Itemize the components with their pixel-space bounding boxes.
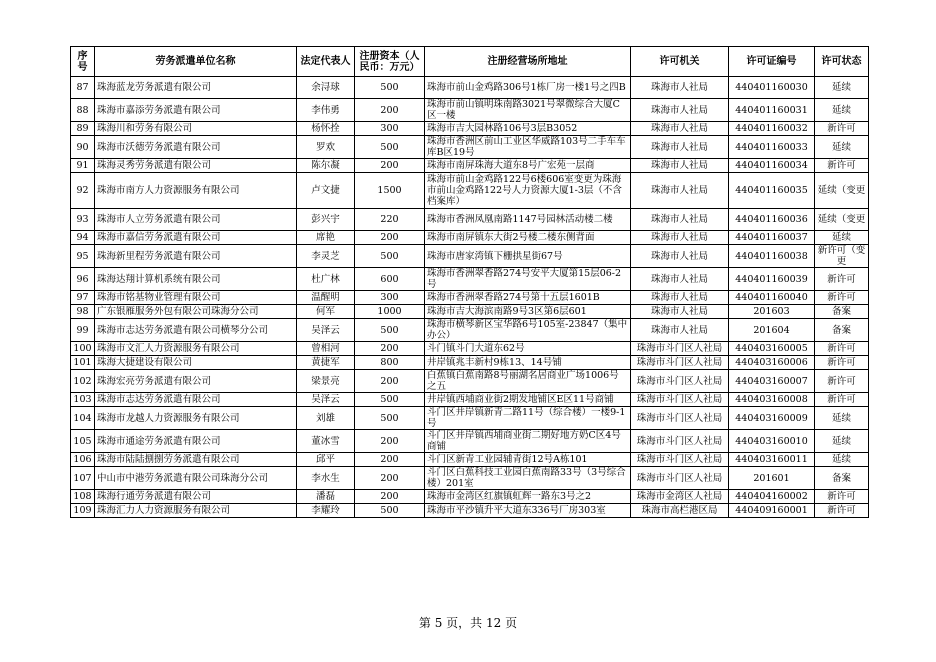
- table-row: [71, 268, 869, 291]
- col-status: 新许可: [815, 393, 869, 407]
- col-company-name: 珠海市南方人力资源服务有限公司: [95, 173, 297, 209]
- col-authority: 珠海市斗门区人社局: [631, 356, 729, 370]
- col-capital: 1000: [355, 305, 425, 319]
- col-status: 延续: [815, 407, 869, 430]
- col-company-name: 中山市中港劳务派遣有限公司珠海分公司: [95, 467, 297, 490]
- col-status: 延续: [815, 430, 869, 453]
- col-index: 87: [71, 77, 95, 99]
- col-address: 珠海市前山镇明珠南路3021号翠微综合大厦C区一楼: [425, 99, 631, 122]
- col-index-header: 序号: [71, 47, 95, 77]
- col-index: 103: [71, 393, 95, 407]
- col-address: 珠海市吉大海滨南路9号3区第6层601: [425, 305, 631, 319]
- col-index: 108: [71, 490, 95, 504]
- col-index: 92: [71, 173, 95, 209]
- col-status: 新许可: [815, 268, 869, 291]
- col-permit-number: 440401160039: [729, 268, 815, 291]
- col-permit-number: 440403160011: [729, 453, 815, 467]
- col-index: 98: [71, 305, 95, 319]
- col-capital: 200: [355, 342, 425, 356]
- col-legal-rep-header: 法定代表人: [297, 47, 355, 77]
- col-status: 新许可: [815, 291, 869, 305]
- col-legal-rep: 梁景亮: [297, 370, 355, 393]
- col-index: 88: [71, 99, 95, 122]
- col-company-name: 珠海市志达劳务派遣有限公司横琴分公司: [95, 319, 297, 342]
- col-capital: 300: [355, 291, 425, 305]
- col-legal-rep: 李耀玲: [297, 504, 355, 518]
- col-authority: 珠海市斗门区人社局: [631, 467, 729, 490]
- table-row: [71, 319, 869, 342]
- col-index: 109: [71, 504, 95, 518]
- col-authority: 珠海市人社局: [631, 209, 729, 231]
- table-row: [71, 490, 869, 504]
- col-legal-rep: 杜广林: [297, 268, 355, 291]
- col-authority: 珠海市人社局: [631, 136, 729, 159]
- col-capital: 200: [355, 467, 425, 490]
- col-permit-number: 440404160002: [729, 490, 815, 504]
- col-permit-number: 201604: [729, 319, 815, 342]
- col-company-name: 珠海市沃德劳务派遣有限公司: [95, 136, 297, 159]
- col-permit-number: 440403160006: [729, 356, 815, 370]
- table-row: [71, 453, 869, 467]
- table-row: [71, 209, 869, 231]
- col-capital: 500: [355, 245, 425, 268]
- col-index: 101: [71, 356, 95, 370]
- col-capital: 500: [355, 136, 425, 159]
- col-company-name: 珠海市铭基物业管理有限公司: [95, 291, 297, 305]
- table-row: [71, 504, 869, 518]
- col-status: 延续（变更: [815, 173, 869, 209]
- col-capital: 500: [355, 407, 425, 430]
- col-status: 新许可: [815, 159, 869, 173]
- col-index: 100: [71, 342, 95, 356]
- table-row: [71, 136, 869, 159]
- col-authority: 珠海市斗门区人社局: [631, 370, 729, 393]
- col-capital: 200: [355, 430, 425, 453]
- col-legal-rep: 潘磊: [297, 490, 355, 504]
- col-address: 斗门镇斗门大道东62号: [425, 342, 631, 356]
- col-address: 珠海市平沙镇升平大道东336号厂房303室: [425, 504, 631, 518]
- col-address-header: 注册经营场所地址: [425, 47, 631, 77]
- col-status: 延续: [815, 99, 869, 122]
- col-company-name: 珠海市嘉信劳务派遣有限公司: [95, 231, 297, 245]
- col-address: 珠海市南屏镇东大街2号楼二楼东侧背面: [425, 231, 631, 245]
- col-company-name: 珠海蓝龙劳务派遣有限公司: [95, 77, 297, 99]
- col-permit-number: 440401160034: [729, 159, 815, 173]
- col-authority: 珠海市高栏港区局: [631, 504, 729, 518]
- col-legal-rep: 董冰雪: [297, 430, 355, 453]
- col-legal-rep: 卢文捷: [297, 173, 355, 209]
- col-status: 延续: [815, 136, 869, 159]
- col-index: 105: [71, 430, 95, 453]
- col-permit-number: 440401160030: [729, 77, 815, 99]
- col-address: 斗门区井岸镇西埔商业街二期好地方奶C区4号商铺: [425, 430, 631, 453]
- col-index: 90: [71, 136, 95, 159]
- col-index: 93: [71, 209, 95, 231]
- col-status: 新许可（变更: [815, 245, 869, 268]
- col-legal-rep: 邱平: [297, 453, 355, 467]
- col-authority: 珠海市人社局: [631, 305, 729, 319]
- col-index: 89: [71, 122, 95, 136]
- col-permit-number: 201603: [729, 305, 815, 319]
- col-address: 珠海市唐家湾镇下栅拱星街67号: [425, 245, 631, 268]
- col-capital: 800: [355, 356, 425, 370]
- col-index: 107: [71, 467, 95, 490]
- col-company-name: 珠海宏亮劳务派遣有限公司: [95, 370, 297, 393]
- col-authority: 珠海市人社局: [631, 159, 729, 173]
- table-row: [71, 356, 869, 370]
- col-capital: 220: [355, 209, 425, 231]
- table-row: [71, 122, 869, 136]
- col-address: 珠海市香洲区前山工业区华威路103号二手车车库B区19号: [425, 136, 631, 159]
- col-legal-rep: 李伟勇: [297, 99, 355, 122]
- col-legal-rep: 曾相河: [297, 342, 355, 356]
- col-capital: 500: [355, 77, 425, 99]
- col-permit-number: 440403160008: [729, 393, 815, 407]
- col-permit-number-header: 许可证编号: [729, 47, 815, 77]
- table-row: [71, 342, 869, 356]
- col-company-name: 珠海行通劳务派遣有限公司: [95, 490, 297, 504]
- col-permit-number: 201601: [729, 467, 815, 490]
- col-address: 珠海市金湾区红旗镇虹辉一路东3号之2: [425, 490, 631, 504]
- col-capital: 200: [355, 159, 425, 173]
- col-permit-number: 440409160001: [729, 504, 815, 518]
- col-status-header: 许可状态: [815, 47, 869, 77]
- col-address: 珠海市南屏珠海大道东8号广宏苑一层商: [425, 159, 631, 173]
- col-company-name: 珠海达翔计算机系统有限公司: [95, 268, 297, 291]
- table-row: [71, 407, 869, 430]
- col-permit-number: 440401160031: [729, 99, 815, 122]
- col-capital: 200: [355, 453, 425, 467]
- table-row: [71, 393, 869, 407]
- col-status: 新许可: [815, 342, 869, 356]
- col-capital: 1500: [355, 173, 425, 209]
- col-status: 新许可: [815, 122, 869, 136]
- col-address: 井岸镇兆丰新村9栋13、14号铺: [425, 356, 631, 370]
- col-authority: 珠海市斗门区人社局: [631, 407, 729, 430]
- col-company-name: 珠海新里程劳务派遣有限公司: [95, 245, 297, 268]
- col-capital: 200: [355, 490, 425, 504]
- col-status: 延续: [815, 77, 869, 99]
- col-legal-rep: 李灵芝: [297, 245, 355, 268]
- col-legal-rep: 罗欢: [297, 136, 355, 159]
- col-status: 备案: [815, 305, 869, 319]
- col-permit-number: 440401160035: [729, 173, 815, 209]
- col-index: 96: [71, 268, 95, 291]
- col-authority: 珠海市人社局: [631, 268, 729, 291]
- col-status: 新许可: [815, 504, 869, 518]
- col-address: 珠海市香洲凤凰南路1147号园林活动楼二楼: [425, 209, 631, 231]
- col-authority: 珠海市人社局: [631, 99, 729, 122]
- col-permit-number: 440403160005: [729, 342, 815, 356]
- col-authority: 珠海市斗门区人社局: [631, 393, 729, 407]
- col-permit-number: 440401160040: [729, 291, 815, 305]
- col-authority: 珠海市斗门区人社局: [631, 430, 729, 453]
- col-legal-rep: 杨怀拴: [297, 122, 355, 136]
- col-capital-header: 注册资本（人民币：万元）: [355, 47, 425, 77]
- col-company-name: 珠海市志达劳务派遣有限公司: [95, 393, 297, 407]
- col-index: 95: [71, 245, 95, 268]
- col-status: 新许可: [815, 370, 869, 393]
- col-address: 珠海市前山金鸡路306号1栋厂房一楼1号之四B: [425, 77, 631, 99]
- col-permit-number: 440401160038: [729, 245, 815, 268]
- col-address: 斗门区井岸镇新青二路11号（综合楼）一楼9-1号: [425, 407, 631, 430]
- col-capital: 500: [355, 393, 425, 407]
- col-index: 104: [71, 407, 95, 430]
- col-legal-rep: 陈尔凝: [297, 159, 355, 173]
- permit-table: [70, 46, 869, 518]
- col-legal-rep: 余浔球: [297, 77, 355, 99]
- col-index: 106: [71, 453, 95, 467]
- col-legal-rep: 李水生: [297, 467, 355, 490]
- col-authority: 珠海市人社局: [631, 319, 729, 342]
- table-row: [71, 99, 869, 122]
- col-index: 102: [71, 370, 95, 393]
- col-index: 99: [71, 319, 95, 342]
- col-company-name: 珠海汇力人力资源服务有限公司: [95, 504, 297, 518]
- col-status: 备案: [815, 467, 869, 490]
- col-legal-rep: 席艳: [297, 231, 355, 245]
- table-row: [71, 159, 869, 173]
- table-row: [71, 370, 869, 393]
- col-company-name-header: 劳务派遣单位名称: [95, 47, 297, 77]
- col-authority: 珠海市人社局: [631, 122, 729, 136]
- col-authority: 珠海市金湾区人社局: [631, 490, 729, 504]
- col-company-name: 珠海市陆陆捌捌劳务派遣有限公司: [95, 453, 297, 467]
- col-company-name: 珠海灵秀劳务派遣有限公司: [95, 159, 297, 173]
- col-permit-number: 440403160007: [729, 370, 815, 393]
- col-index: 97: [71, 291, 95, 305]
- table-row: [71, 231, 869, 245]
- col-capital: 200: [355, 99, 425, 122]
- col-permit-number: 440403160009: [729, 407, 815, 430]
- table-row: [71, 467, 869, 490]
- col-legal-rep: 何军: [297, 305, 355, 319]
- table-row: [71, 245, 869, 268]
- col-company-name: 广东银雁服务外包有限公司珠海分公司: [95, 305, 297, 319]
- col-company-name: 珠海市嘉添劳务派遣有限公司: [95, 99, 297, 122]
- col-authority: 珠海市人社局: [631, 77, 729, 99]
- col-capital: 500: [355, 504, 425, 518]
- col-company-name: 珠海市文汇人力资源服务有限公司: [95, 342, 297, 356]
- col-address: 白蕉镇白蕉南路8号丽湖名居商业广场1006号之五: [425, 370, 631, 393]
- col-capital: 600: [355, 268, 425, 291]
- col-authority: 珠海市人社局: [631, 245, 729, 268]
- col-capital: 300: [355, 122, 425, 136]
- col-authority: 珠海市人社局: [631, 231, 729, 245]
- col-authority: 珠海市斗门区人社局: [631, 453, 729, 467]
- table-row: [71, 173, 869, 209]
- col-status: 新许可: [815, 356, 869, 370]
- col-authority: 珠海市斗门区人社局: [631, 342, 729, 356]
- col-company-name: 珠海市龙越人力资源服务有限公司: [95, 407, 297, 430]
- col-permit-number: 440401160037: [729, 231, 815, 245]
- table-row: [71, 430, 869, 453]
- col-capital: 500: [355, 319, 425, 342]
- col-index: 94: [71, 231, 95, 245]
- col-status: 新许可: [815, 490, 869, 504]
- col-authority-header: 许可机关: [631, 47, 729, 77]
- col-permit-number: 440401160033: [729, 136, 815, 159]
- col-address: 珠海市香洲翠香路274号第十五层1601B: [425, 291, 631, 305]
- col-company-name: 珠海川和劳务有限公司: [95, 122, 297, 136]
- col-address: 斗门区白蕉科技工业园白蕉南路33号（3号综合楼）201室: [425, 467, 631, 490]
- col-company-name: 珠海市通途劳务派遣有限公司: [95, 430, 297, 453]
- col-company-name: 珠海大捷建设有限公司: [95, 356, 297, 370]
- page-footer: 第 5 页，共 12 页: [418, 616, 518, 630]
- col-address: 珠海市香洲翠香路274号安平大厦第15层06-2号: [425, 268, 631, 291]
- table-row: [71, 77, 869, 99]
- col-status: 延续: [815, 231, 869, 245]
- col-address: 珠海市前山金鸡路122号6楼606室变更为珠海市前山金鸡路122号人力资源大厦1-3层（不含档案库）: [425, 173, 631, 209]
- col-legal-rep: 彭兴宇: [297, 209, 355, 231]
- col-legal-rep: 温醒明: [297, 291, 355, 305]
- col-status: 备案: [815, 319, 869, 342]
- col-permit-number: 440401160036: [729, 209, 815, 231]
- header-row: [71, 47, 869, 77]
- col-permit-number: 440403160010: [729, 430, 815, 453]
- col-legal-rep: 黄捷军: [297, 356, 355, 370]
- col-status: 延续: [815, 453, 869, 467]
- col-address: 珠海市横琴新区宝华路6号105室-23847（集中办公）: [425, 319, 631, 342]
- col-index: 91: [71, 159, 95, 173]
- col-legal-rep: 吴泽云: [297, 319, 355, 342]
- col-status: 延续（变更: [815, 209, 869, 231]
- col-capital: 200: [355, 231, 425, 245]
- col-authority: 珠海市人社局: [631, 291, 729, 305]
- table-row: [71, 305, 869, 319]
- col-legal-rep: 吴泽云: [297, 393, 355, 407]
- col-legal-rep: 刘雄: [297, 407, 355, 430]
- col-authority: 珠海市人社局: [631, 173, 729, 209]
- col-address: 井岸镇西埔商业街2期发地铺区E区11号商铺: [425, 393, 631, 407]
- col-address: 斗门区新青工业园辅青街12号A栋101: [425, 453, 631, 467]
- col-capital: 200: [355, 370, 425, 393]
- table-row: [71, 291, 869, 305]
- col-permit-number: 440401160032: [729, 122, 815, 136]
- col-company-name: 珠海市人立劳务派遣有限公司: [95, 209, 297, 231]
- col-address: 珠海市吉大园林路106号3层B3052: [425, 122, 631, 136]
